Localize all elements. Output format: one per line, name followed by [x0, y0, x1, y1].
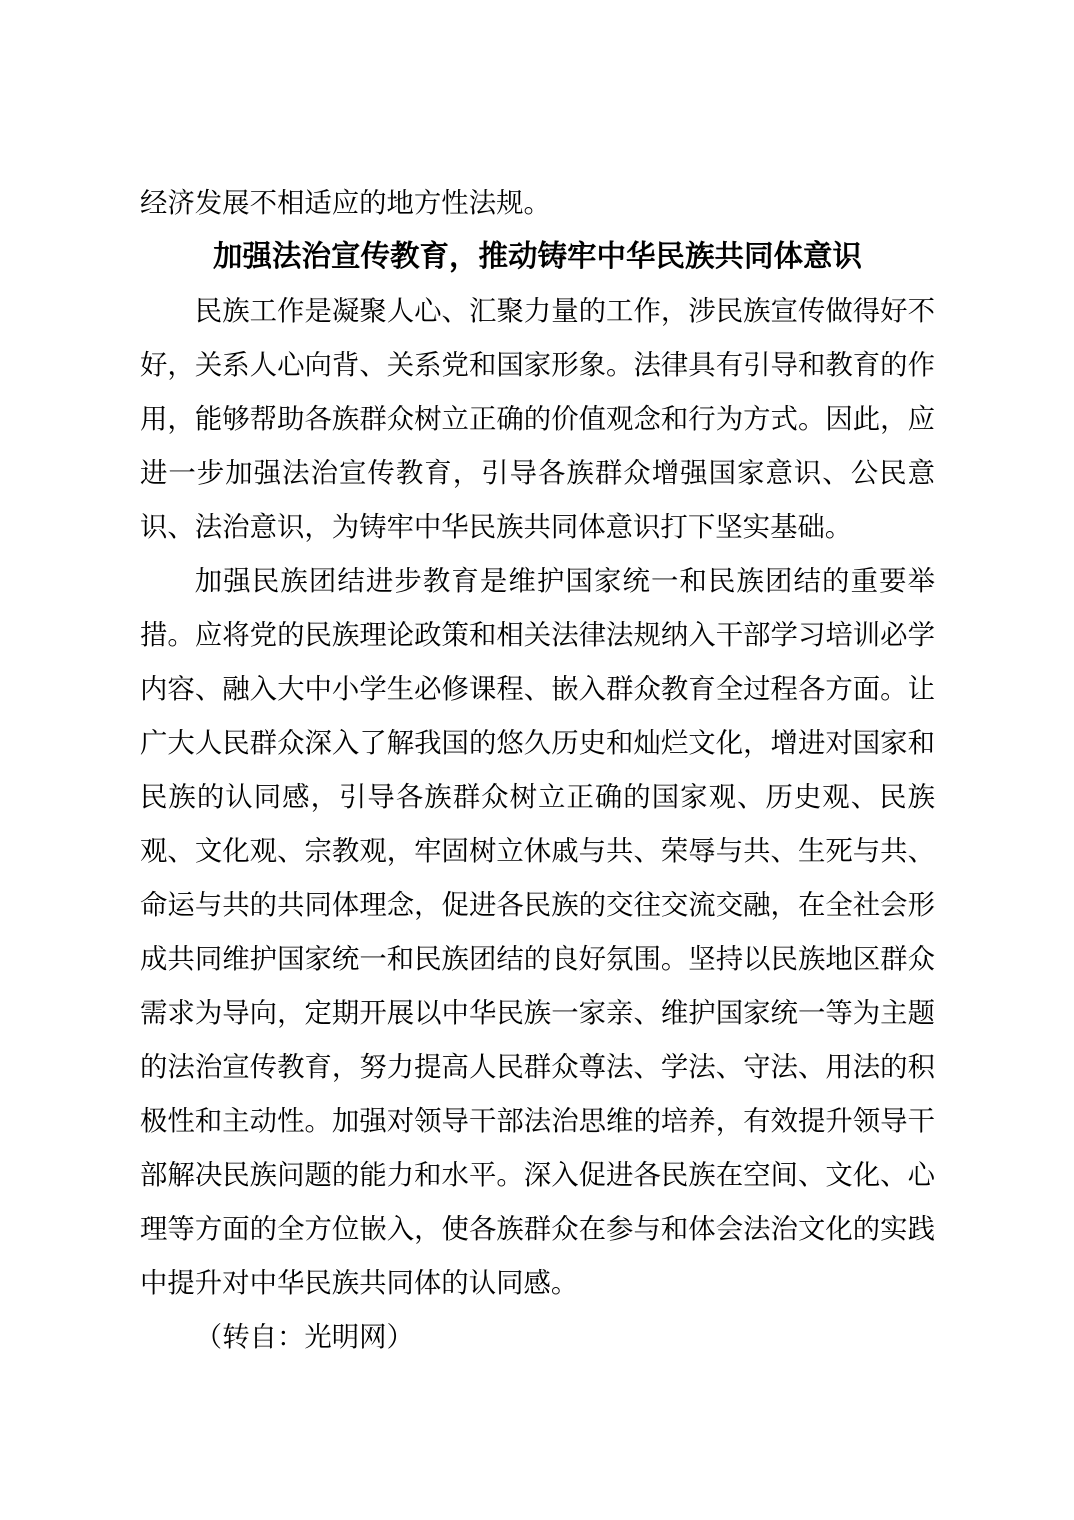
section-heading: 加强法治宣传教育，推动铸牢中华民族共同体意识	[212, 240, 862, 273]
body-paragraph-1: 民族工作是凝聚人心、汇聚力量的工作，涉民族宣传做得好不好，关系人心向背、关系党和国家形象。法律具有引导和教育的作用，能够帮助各族群众树立正确的价值观念和行为方式。因此，应进一步加强法治宣传教育，引导各族群众增强国家意识、公民意识、法治意识，为铸牢中华民族共同体意识打下坚实基础。	[140, 296, 935, 542]
body-paragraph-2: 加强民族团结进步教育是维护国家统一和民族团结的重要举措。应将党的民族理论政策和相关法律法规纳入干部学习培训必学内容、融入大中小学生必修课程、嵌入群众教育全过程各方面。让广大人民群众深入了解我国的悠久历史和灿烂文化，增进对国家和民族的认同感，引导各族群众树立正确的国家观、历史观、民族观、文化观、宗教观，牢固树立休戚与共、荣辱与共、生死与共、命运与共的共同体理念，促进各民族的交往交流交融，在全社会形成共同维护国家统一和民族团结的良好氛围。坚持以民族地区群众需求为导向，定期开展以中华民族一家亲、维护国家统一等为主题的法治宣传教育，努力提高人民群众尊法、学法、守法、用法的积极性和主动性。加强对领导干部法治思维的培养，有效提升领导干部解决民族问题的能力和水平。深入促进各民族在空间、文化、心理等方面的全方位嵌入，使各族群众在参与和体会法治文化的实践中提升对中华民族共同体的认同感。	[140, 566, 935, 1298]
source-attribution: （转自：光明网）	[194, 1322, 414, 1352]
paragraph-tail: 经济发展不相适应的地方性法规。	[140, 188, 551, 218]
